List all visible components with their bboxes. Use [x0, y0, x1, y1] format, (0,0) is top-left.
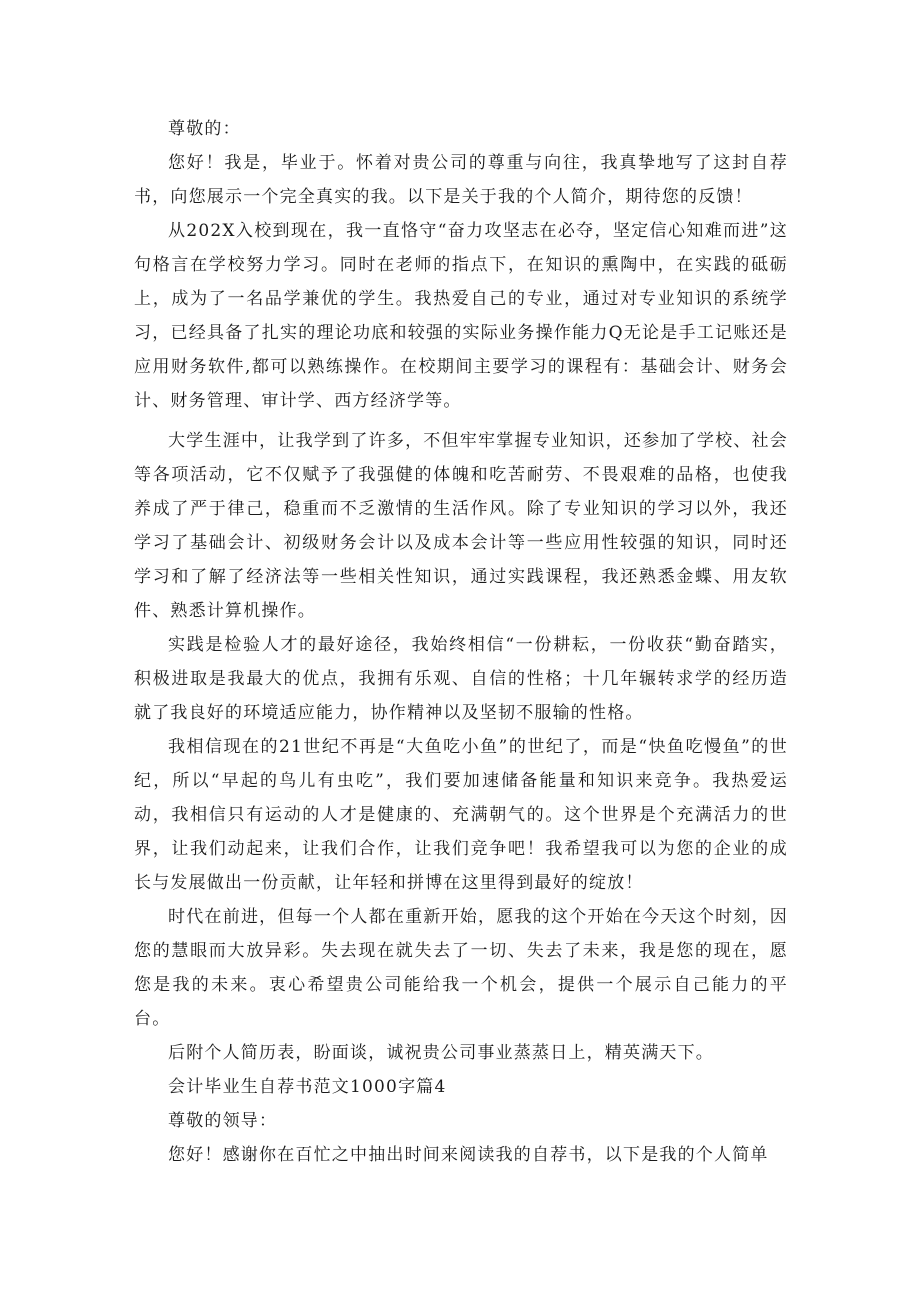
paragraph-era: 时代在前进，但每一个人都在重新开始，愿我的这个开始在今天这个时刻，因您的慧眼而大放异彩。失去现在就失去了一切、失去了未来，我是您的现在，愿您是我的未来。衷心希望贵公司能给我一个机会，提供一个展示自己能力的平台。	[134, 907, 788, 1029]
salutation-leader: 尊敬的领导：	[168, 1111, 278, 1131]
paragraph-university-life: 大学生涯中，让我学到了许多，不但牢牢掌握专业知识，还参加了学校、社会等各项活动，它不仅赋予了我强健的体魄和吃苦耐劳、不畏艰难的品格，也使我养成了严于律己，稳重而不乏激情的生活作风。除了专业知识的学习以外，我还学习了基础会计、初级财务会计以及成本会计等一些应用性较强的知识，同时还学习和了解了经济法等一些相关性知识，通过实践课程，我还熟悉金蝶、用友软件、熟悉计算机操作。	[134, 431, 788, 621]
paragraph-practice: 实践是检验人才的最好途径，我始终相信“一份耕耘，一份收获“勤奋踏实，积极进取是我最大的优点，我拥有乐观、自信的性格；十几年辗转求学的经历造就了我良好的环境适应能力，协作精神以及坚韧不服输的性格。	[134, 635, 788, 723]
salutation: 尊敬的：	[168, 119, 241, 139]
paragraph-21st-century: 我相信现在的21世纪不再是“大鱼吃小鱼”的世纪了，而是“快鱼吃慢鱼”的世纪，所以“早起的鸟儿有虫吃”，我们要加速储备能量和知识来竞争。我热爱运动，我相信只有运动的人才是健康的、充满朝气的。这个世界是个充满活力的世界，让我们动起来，让我们合作，让我们竞争吧！我希望我可以为您的企业的成长与发展做出一份贡献，让年轻和拼博在这里得到最好的绽放！	[134, 737, 788, 893]
paragraph-greeting: 您好！感谢你在百忙之中抽出时间来阅读我的自荐书，以下是我的个人简单	[168, 1145, 769, 1165]
letter-body	[134, 112, 788, 1172]
paragraph-intro: 您好！我是，毕业于。怀着对贵公司的尊重与向往，我真挚地写了这封自荐书，向您展示一个完全真实的我。以下是关于我的个人简介，期待您的反馈！	[134, 153, 788, 207]
paragraph-study: 从202X入校到现在，我一直恪守“奋力攻坚志在必夺，坚定信心知难而进”这句格言在学校努力学习。同时在老师的指点下，在知识的熏陶中，在实践的砥砺上，成为了一名品学兼优的学生。我热爱自己的专业，通过对专业知识的系统学习，已经具备了扎实的理论功底和较强的实际业务操作能力Q无论是手工记账还是应用财务软件,都可以熟练操作。在校期间主要学习的课程有：基础会计、财务会计、财务管理、审计学、西方经济学等。	[134, 221, 788, 411]
closing-line: 后附个人简历表，盼面谈，诚祝贵公司事业蒸蒸日上，精英满天下。	[168, 1043, 714, 1063]
section-title: 会计毕业生自荐书范文1000字篇4	[168, 1077, 447, 1097]
